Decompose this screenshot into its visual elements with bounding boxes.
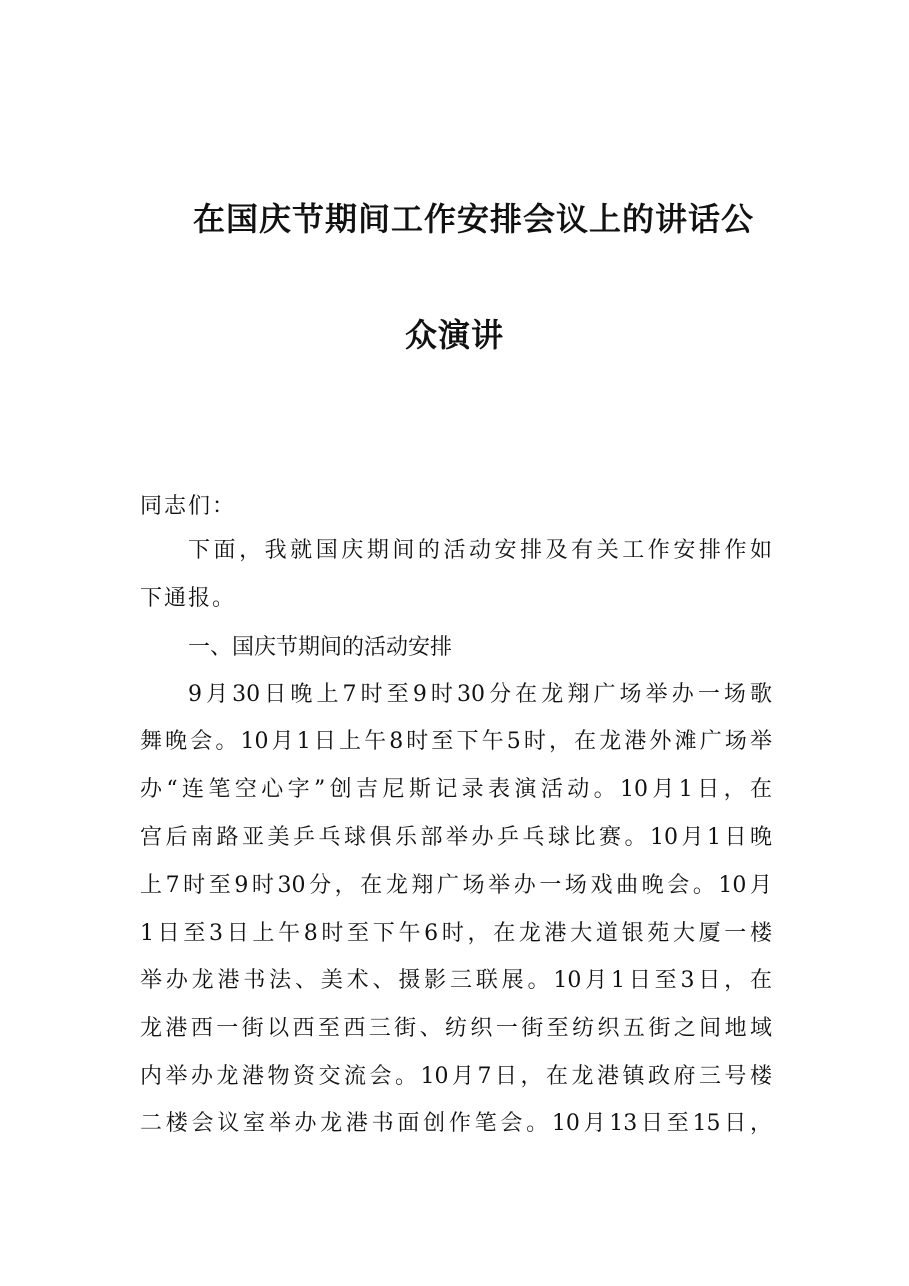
section-heading-1: 一、国庆节期间的活动安排: [188, 635, 453, 660]
section1-line-4: 宫后南路亚美乒乓球俱乐部举办乒乓球比赛。10月1日晚: [140, 825, 772, 850]
intro-paragraph-line-2: 下通报。: [140, 586, 237, 611]
section1-line-3: 办“连笔空心字”创吉尼斯记录表演活动。10月1日，在: [140, 777, 772, 802]
salutation: 同志们：: [140, 494, 237, 519]
document-title-line-2: 众演讲: [404, 316, 504, 354]
document-title-line-1: 在国庆节期间工作安排会议上的讲话公: [192, 200, 754, 238]
section1-line-2: 舞晚会。10月1日上午8时至下午5时，在龙港外滩广场举: [140, 729, 772, 754]
intro-paragraph-line-1: 下面，我就国庆期间的活动安排及有关工作安排作如: [188, 538, 772, 563]
section1-line-10: 二楼会议室举办龙港书面创作笔会。10月13日至15日，: [140, 1111, 772, 1136]
section1-line-6: 1日至3日上午8时至下午6时，在龙港大道银苑大厦一楼: [140, 921, 772, 946]
section1-line-8: 龙港西一街以西至西三街、纺织一街至纺织五街之间地域: [140, 1016, 772, 1041]
section1-line-5: 上7时至9时30分，在龙翔广场举办一场戏曲晚会。10月: [140, 873, 772, 898]
section1-line-7: 举办龙港书法、美术、摄影三联展。10月1日至3日，在: [140, 968, 772, 993]
section1-line-9: 内举办龙港物资交流会。10月7日，在龙港镇政府三号楼: [140, 1064, 772, 1089]
section1-line-1: 9月30日晚上7时至9时30分在龙翔广场举办一场歌: [188, 682, 772, 707]
